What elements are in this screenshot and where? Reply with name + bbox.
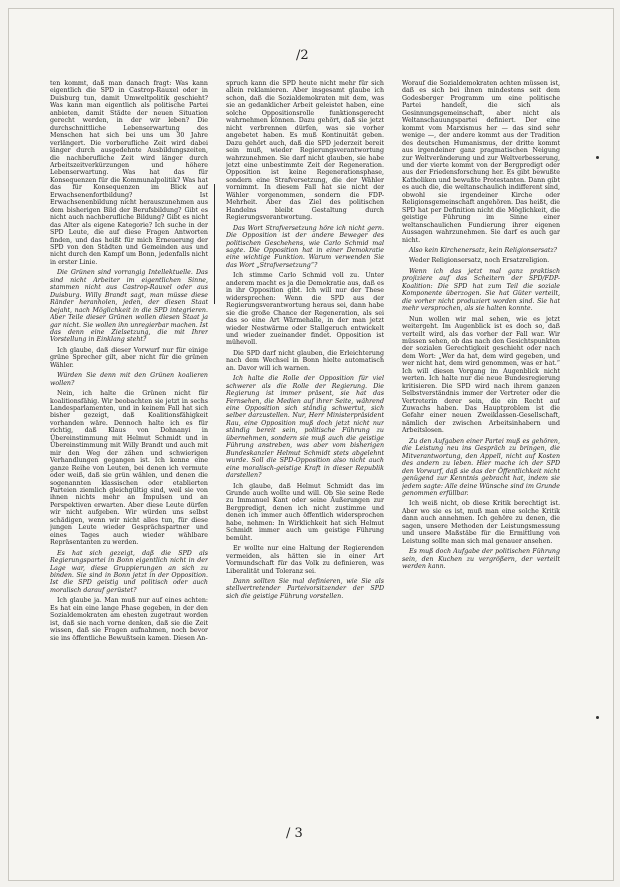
paragraph: Nun wollen wir mal sehen, wie es jetzt weitergeht. Im Augenblick ist es doch so, daß verteilt wird, als das vorher der Fall war. Wir müssen sehen, ob das nach den Gesichtspunkten der sozialen Gerechtigkeit geschieht oder nach dem Wort: „Wer da hat, dem wird gegeben, und wer nicht hat, dem wird genommen, was er hat.“ Ich will diesen Vorgang im Augenblick nicht werten. Ich halte nur die neue Bundesregierung kritisieren. Die SPD wird nach ihrem ganzen Selbstverständnis immer der Vertreter oder die Vertreterin derer sein, die ein Recht auf Zuwachs haben. Das Hauptproblem ist die Gefahr einer neuen Zweiklassen-Gesellschaft, nämlich der zwischen Arbeitsinhabern und Arbeitslosen. xyxy=(402,315,560,435)
question-paragraph: Ich halte die Rolle der Opposition für viel schwerer als die Rolle der Regierung. Die Regierung ist immer präsent, sie hat das Fernsehen, die Medien auf ihrer Seite, während eine Opposition sich ständig schwertut, sich selber darzustellen. Nur, Herr Ministerpräsident Rau, eine Opposition muß doch jetzt nicht nur ständig bereit sein, politische Führung zu übernehmen, sondern sie muß auch die geistige Führung anstreben, was aber vom bisherigen Bundeskanzler Helmut Schmidt stets abgelehnt wurde. Soll die SPD-Opposition also nicht auch eine moralisch-geistige Kraft in dieser Republik darstellen? xyxy=(226,375,384,480)
paragraph: Er wollte nur eine Haltung der Regierenden vermeiden, als hätten sie in einer Art Vormundschaft für das Volk zu definieren, was Liberalität und Toleranz sei. xyxy=(226,545,384,575)
question-paragraph: Zu den Aufgaben einer Partei muß es gehören, die Leistung neu ins Gespräch zu bringen, die Mitverantwortung, den Appell, nicht auf Kosten des andern zu leben. Hier mache ich der SPD den Vorwurf, daß sie das der Öffentlichkeit nicht genügend zur Kenntnis gebracht hat, indem sie jedem sagte: Alle deine Wünsche sind im Grunde genommen erfüllbar. xyxy=(402,437,560,498)
paragraph: spruch kann die SPD heute nicht mehr für sich allein reklamieren. Aber insgesamt glaube ich schon, daß die Sozialdemokraten mit dem, was sie an gedanklicher Arbeit geleistet haben, eine solche Oppositionsrolle funktionsgerecht wahrnehmen können. Dazu gehört, daß sie jetzt nicht verbrennen dürfen, was sie vorher angebetet haben. Es muß Kontinuität geben. Dazu gehört auch, daß die SPD jederzeit bereit sein muß, wieder Regierungsverantwortung wahrzunehmen. Sie darf nicht glauben, sie habe jetzt eine unbestimmte Zeit der Regeneration. Opposition ist keine Regenerationsphase, sondern eine Strafversetzung, die der Wähler vornimmt. In diesem Fall hat sie nicht der Wähler vorgenommen, sondern die FDP-Mehrheit. Aber das Ziel des politischen Handelns bleibt Gestaltung durch Regierungsverantwortung. xyxy=(226,80,384,222)
question-paragraph: Wenn ich das jetzt mal ganz praktisch projiziere auf das Scheitern der SPD/FDP-Koalition: Die SPD hat zum Teil die soziale Komponente überzogen. Sie hat Güter verteilt, die vorher nicht produziert worden sind. Sie hat mehr versprochen, als sie halten konnte. xyxy=(402,267,560,313)
paragraph: Ich glaube ja. Man muß nur auf eines achten: Es hat ein eine lange Phase gegeben, in der den Sozialdemokraten am ehesten zugetraut worden ist, daß sie nach vorne denken, daß sie die Zeit wissen, daß sie Fragen aufnahmen, noch bevor sie ins öffentliche Bewußtsein kamen. Diesen An- xyxy=(50,597,208,642)
punch-hole-dot xyxy=(596,156,599,159)
page-number-top: /2 xyxy=(296,48,309,63)
paragraph: Ich glaube, daß Helmut Schmidt das im Grunde auch wollte und will. Ob Sie seine Rede zu Immanuel Kant oder seine Äußerungen zur Bergpredigt, denen ich nicht zustimme und denen ich immer auch öffentlich widersprochen habe, nehmen: In Wirklichkeit hat sich Helmut Schmidt immer auch um geistige Führung bemüht. xyxy=(226,482,384,542)
paragraph: Worauf die Sozialdemokraten achten müssen ist, daß es sich bei ihnen mindestens seit dem Godesberger Programm um eine politische Partei handelt, die sich als Gesinnungsgemeinschaft, aber nicht als Weltanschauungspartei definiert. Der eine kommt vom Marxismus her — das sind sehr wenige —, der andere kommt aus der Tradition des deutschen Humanismus, der dritte kommt aus irgendeiner ganz pragmatischen Neigung zur Weltveränderung und zur Weltverbesserung, und der vierte kommt von der Bergpredigt oder aus der Friedensforschung her. Es gibt bewußte Katholiken und bewußte Protestanten. Dann gibt es auch die, die weltanschaulich indifferent sind, obwohl sie irgendeiner Kirche oder Religionsgemeinschaft angehören. Das heißt, die SPD hat per Definition nicht die Möglichkeit, die geistige Führung im Sinne einer weltanschaulichen Fundierung ihrer eigenen Aussagen wahrzunehmen. Sie darf es auch gar nicht. xyxy=(402,80,560,244)
question-paragraph: Das Wort Strafversetzung höre ich nicht gern. Die Opposition ist der andere Beweger des politischen Geschehens, wie Carlo Schmid mal sagte. Die Opposition hat in einer Demokratie eine wichtige Funktion. Warum verwenden Sie das Wort „Strafversetzung“? xyxy=(226,224,384,269)
text-column-3 xyxy=(402,80,560,820)
question-paragraph: Also kein Kirchenersatz, kein Religionsersatz? xyxy=(409,246,558,254)
punch-hole-dot xyxy=(596,716,599,719)
question-paragraph: Es hat sich gezeigt, daß die SPD als Regierungspartei in Bonn eigentlich nicht in der Lage war, diese Gruppierungen an sich zu binden. Sie sind in Bonn jetzt in der Opposition. Ist die SPD geistig und politisch oder auch moralisch darauf gerüstet? xyxy=(50,549,208,594)
paragraph: Nein, ich halte die Grünen nicht für koalitionsfähig. Wir beobachten sie jetzt in sechs Landesparlamenten, und in keinem Fall hat sich bisher gezeigt, daß Koalitionsfähigkeit vorhanden wäre. Dennoch halte ich es für richtig, daß Klaus von Dohnanyi in Übereinstimmung mit Helmut Schmidt und in Übereinstimmung mit Willy Brandt und auch mit mir den Weg der zähen und schwierigen Verhandlungen gegangen ist. Ich kenne eine ganze Reihe von Leuten, bei denen ich vermute oder weiß, daß sie grün wählen, und denen die sogenannten klassischen oder etablierten Parteien ziemlich gleichgültig sind, weil sie von ihnen nichts mehr an Impulsen und an Perspektiven erwarten. Aber diese Leute dürfen wir nicht aufgeben. Wir würden uns selbst schädigen, wenn wir nicht alles tun, für diese jungen Leute wieder Gesprächspartner und eines Tages auch wieder wählbare Repräsentanten zu werden. xyxy=(50,390,208,547)
paragraph: Die SPD darf nicht glauben, die Erleichterung nach dem Wechsel in Bonn hielte automatisch an. Davor will ich warnen. xyxy=(226,349,384,372)
question-paragraph: Die Grünen sind vorrangig Intellektuelle. Das sind nicht Arbeiter im eigentlichen Sinne, stammen nicht aus Castrop-Rauxel oder aus Duisburg. Willy Brandt sagt, man müsse diese Ränder heranholen, jeden, der diesen Staat bejaht, nach Möglichkeit in die SPD integrieren. Aber Teile dieser Grünen wollen diesen Staat ja gar nicht. Sie wollen ihn unregierbar machen. Ist das denn eine Zielsetzung, die mit Ihrer Vorstellung in Einklang steht? xyxy=(50,269,208,344)
paragraph: ten kommt, daß man danach fragt: Was kann eigentlich die SPD in Castrop-Rauxel oder in Duisburg tun, damit Umweltpolitik geschieht? Was kann man eigentlich als politische Partei anbieten, damit Städte der neuen Situation gerecht werden, in der wir leben? Die durchschnittliche Lebenserwartung des Menschen hat sich bei uns um 30 Jahre verlängert. Die vorberufliche Zeit wird dabei länger durch ausgedehnte Ausbildungszeiten, die nachberufliche Zeit wird länger durch Arbeitszeitverkürzungen und höhere Lebenserwartung. Was hat das für Konsequenzen für die Kommunalpolitik? Was hat das für Konsequenzen im Blick auf Erwachsenenfortbildung? Ist Erwachsenenbildung nicht herauszunehmen aus dem bisherigen Bild der Berufsbildung? Gibt es nicht auch nachberufliche Bildung? Gibt es nicht das Alter als eigene Kategorie? Ich suche in der SPD Leute, die auf diese Fragen Antworten finden, und das heißt für mich Erneuerung der SPD von den Städten und Gemeinden aus und nicht durch den Kampf um Bonn, jedenfalls nicht in erster Linie. xyxy=(50,80,208,266)
paragraph: Ich stimme Carlo Schmid voll zu. Unter anderem macht es ja die Demokratie aus, daß es in ihr Opposition gibt. Ich will nur der These widersprechen: Wenn die SPD aus der Regierungsverantwortung heraus sei, dann habe sie die große Chance der Regeneration, als sei das so eine Art Wärmehalle, in der man jetzt wieder Nestwärme oder Stallgeruch entwickelt und wieder zueinander findet. Opposition ist mühevoll. xyxy=(226,272,384,347)
paragraph: Ich weiß nicht, ob diese Kritik berechtigt ist. Aber wo sie es ist, muß man eine solche Kritik dann auch annehmen. Ich gehöre zu denen, die sagen, unsere Methoden der Leistungsmessung und unsere Maßstäbe für die Ermittlung von Leistung sollte man sich mal genauer ansehen. xyxy=(402,500,560,545)
question-paragraph: Dann sollten Sie mal definieren, wie Sie als stellvertretender Parteivorsitzender der SPD sich die geistige Führung vorstellen. xyxy=(226,578,384,600)
paragraph: Ich glaube, daß dieser Vorwurf nur für einige grüne Sprecher gilt, aber nicht für die grünen Wähler. xyxy=(50,346,208,369)
paragraph: Weder Religionsersatz, noch Ersatzreligion. xyxy=(409,257,550,265)
margin-mark xyxy=(214,184,215,304)
question-paragraph: Würden Sie denn mit den Grünen koalieren wollen? xyxy=(50,372,208,387)
question-paragraph: Es muß doch Aufgabe der politischen Führung sein, den Kuchen zu vergrößern, der verteilt werden kann. xyxy=(402,548,560,571)
page-number-bottom: / 3 xyxy=(286,826,303,841)
text-column-1 xyxy=(50,80,208,820)
text-column-2 xyxy=(226,80,384,820)
